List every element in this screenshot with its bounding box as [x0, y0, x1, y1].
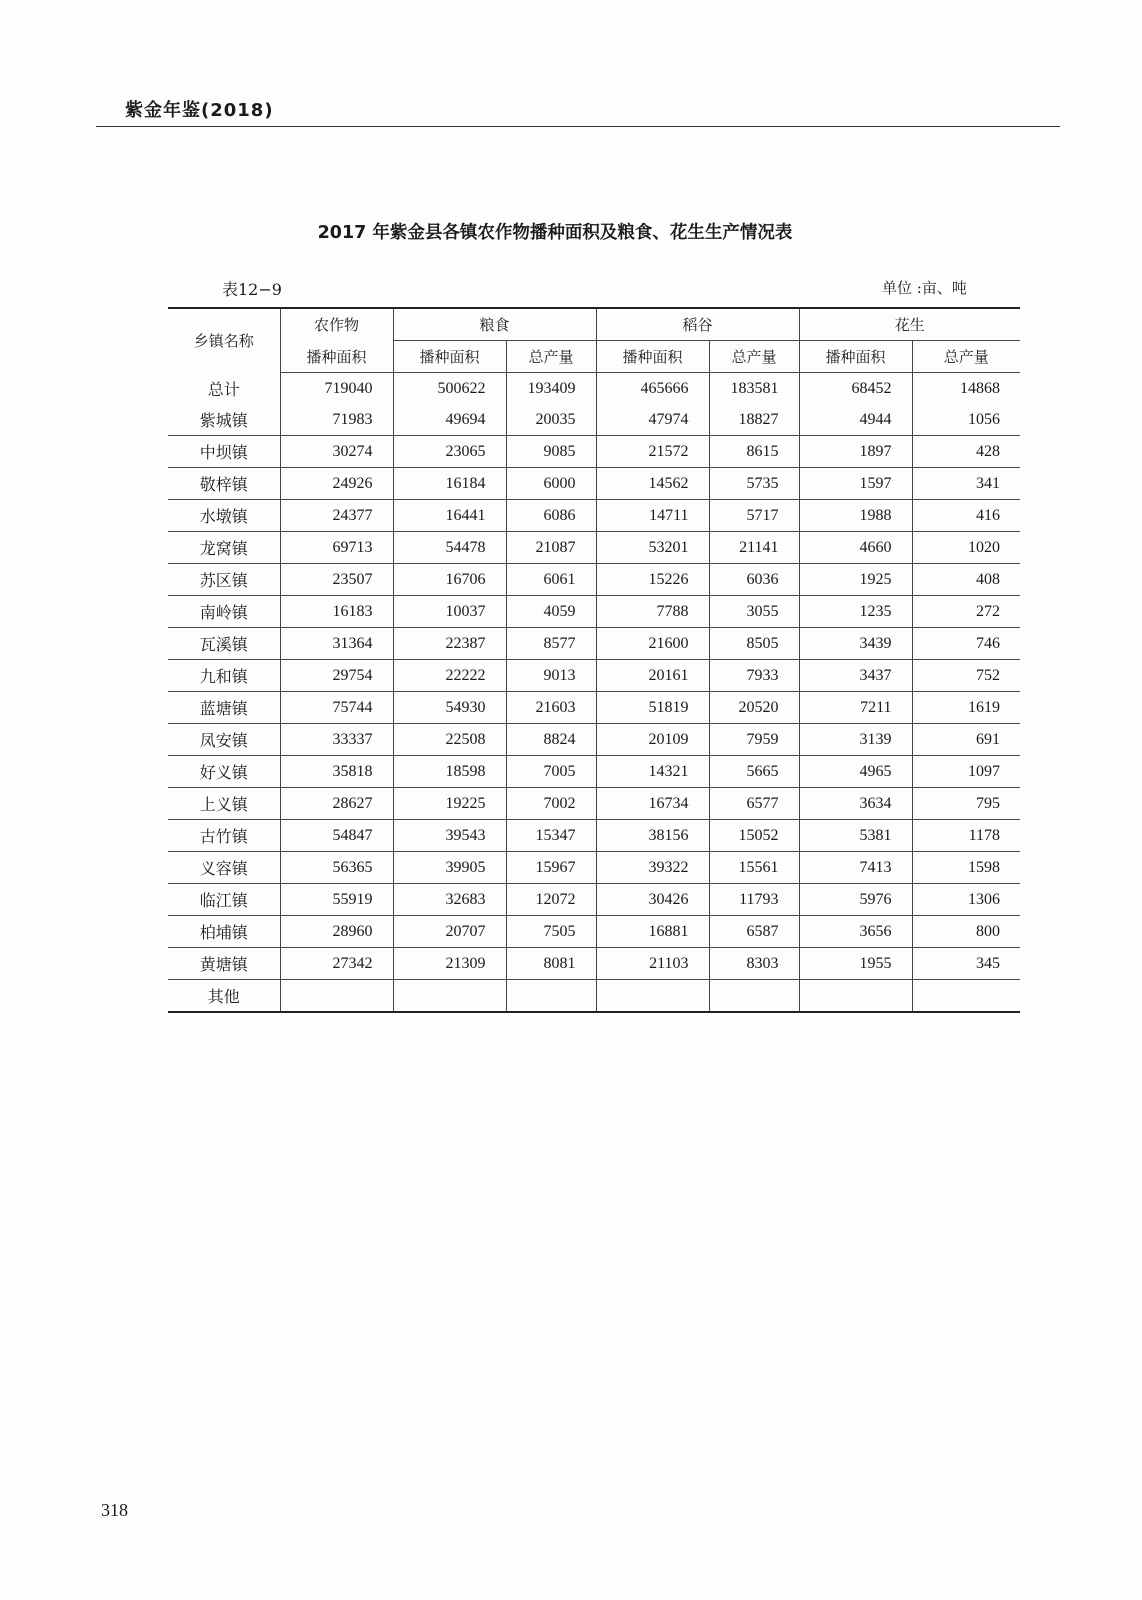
- table-row: [168, 500, 1020, 532]
- grain-output-cell: 7505: [506, 916, 596, 948]
- peanut-output-cell: 1306: [912, 884, 1020, 916]
- peanut-output-cell: 428: [912, 436, 1020, 468]
- crops-area-cell: 75744: [280, 692, 393, 724]
- town-name-cell: 蓝塘镇: [168, 692, 280, 724]
- grain-output-cell: 8577: [506, 628, 596, 660]
- peanut-area-cell: 3439: [799, 628, 912, 660]
- header-peanut-area: 播种面积: [799, 341, 912, 373]
- header-crops: 农作物: [280, 308, 393, 341]
- crops-area-cell: 35818: [280, 756, 393, 788]
- peanut-area-cell: 3634: [799, 788, 912, 820]
- town-name-cell: 好义镇: [168, 756, 280, 788]
- table-row: [168, 373, 1020, 405]
- table-row: [168, 948, 1020, 980]
- crops-area-cell: 28627: [280, 788, 393, 820]
- rice-area-cell: 16881: [596, 916, 709, 948]
- crops-area-cell: 33337: [280, 724, 393, 756]
- header-grain-area: 播种面积: [393, 341, 506, 373]
- grain-area-cell: [393, 980, 506, 1013]
- grain-area-cell: 500622: [393, 373, 506, 405]
- table-row: [168, 980, 1020, 1013]
- grain-output-cell: 8081: [506, 948, 596, 980]
- peanut-area-cell: 1897: [799, 436, 912, 468]
- rice-output-cell: 15052: [709, 820, 799, 852]
- rice-area-cell: 51819: [596, 692, 709, 724]
- rice-output-cell: 5735: [709, 468, 799, 500]
- table-row: [168, 564, 1020, 596]
- rice-area-cell: 7788: [596, 596, 709, 628]
- town-name-cell: 九和镇: [168, 660, 280, 692]
- crops-area-cell: 24377: [280, 500, 393, 532]
- table-row: [168, 884, 1020, 916]
- rice-output-cell: 6036: [709, 564, 799, 596]
- grain-area-cell: 22387: [393, 628, 506, 660]
- grain-area-cell: 39543: [393, 820, 506, 852]
- town-name-cell: 中坝镇: [168, 436, 280, 468]
- header-rice: 稻谷: [596, 308, 799, 341]
- peanut-area-cell: 3139: [799, 724, 912, 756]
- grain-output-cell: 9013: [506, 660, 596, 692]
- table-row: [168, 756, 1020, 788]
- grain-output-cell: 7002: [506, 788, 596, 820]
- peanut-output-cell: 795: [912, 788, 1020, 820]
- table-row: [168, 692, 1020, 724]
- peanut-output-cell: 416: [912, 500, 1020, 532]
- header-rice-area: 播种面积: [596, 341, 709, 373]
- peanut-area-cell: 3656: [799, 916, 912, 948]
- rice-output-cell: 8615: [709, 436, 799, 468]
- grain-area-cell: 22222: [393, 660, 506, 692]
- table-body: [168, 373, 1020, 1013]
- rice-output-cell: 7933: [709, 660, 799, 692]
- table-number: 表12−9: [222, 280, 282, 299]
- peanut-area-cell: 4660: [799, 532, 912, 564]
- town-name-cell: 瓦溪镇: [168, 628, 280, 660]
- table-row: [168, 660, 1020, 692]
- rice-area-cell: [596, 980, 709, 1013]
- crop-production-table: [168, 307, 1020, 1013]
- header-grain-output: 总产量: [506, 341, 596, 373]
- grain-output-cell: 12072: [506, 884, 596, 916]
- peanut-output-cell: 1056: [912, 404, 1020, 436]
- rice-output-cell: 21141: [709, 532, 799, 564]
- table-row: [168, 628, 1020, 660]
- grain-area-cell: 21309: [393, 948, 506, 980]
- header-peanut: 花生: [799, 308, 1020, 341]
- peanut-area-cell: 1925: [799, 564, 912, 596]
- grain-area-cell: 16441: [393, 500, 506, 532]
- town-name-cell: 古竹镇: [168, 820, 280, 852]
- page-number: 318: [101, 1500, 128, 1520]
- header-rule: [96, 126, 1060, 127]
- grain-area-cell: 32683: [393, 884, 506, 916]
- rice-output-cell: 8303: [709, 948, 799, 980]
- peanut-area-cell: 7211: [799, 692, 912, 724]
- crops-area-cell: 29754: [280, 660, 393, 692]
- rice-area-cell: 14711: [596, 500, 709, 532]
- table-row: [168, 436, 1020, 468]
- header-grain: 粮食: [393, 308, 596, 341]
- grain-area-cell: 49694: [393, 404, 506, 436]
- running-head: 紫金年鉴(2018): [125, 100, 274, 121]
- peanut-area-cell: 7413: [799, 852, 912, 884]
- rice-area-cell: 39322: [596, 852, 709, 884]
- header-crops-area: 播种面积: [280, 341, 393, 373]
- rice-area-cell: 47974: [596, 404, 709, 436]
- grain-area-cell: 16706: [393, 564, 506, 596]
- rice-output-cell: 8505: [709, 628, 799, 660]
- rice-output-cell: 11793: [709, 884, 799, 916]
- rice-area-cell: 30426: [596, 884, 709, 916]
- peanut-output-cell: 341: [912, 468, 1020, 500]
- town-name-cell: 义容镇: [168, 852, 280, 884]
- crops-area-cell: 27342: [280, 948, 393, 980]
- crops-area-cell: 16183: [280, 596, 393, 628]
- rice-output-cell: 7959: [709, 724, 799, 756]
- grain-area-cell: 10037: [393, 596, 506, 628]
- crops-area-cell: 69713: [280, 532, 393, 564]
- table-title: 2017 年紫金县各镇农作物播种面积及粮食、花生生产情况表: [317, 223, 793, 243]
- header-rice-output: 总产量: [709, 341, 799, 373]
- rice-area-cell: 465666: [596, 373, 709, 405]
- grain-output-cell: 6086: [506, 500, 596, 532]
- table-row: [168, 532, 1020, 564]
- peanut-area-cell: 1235: [799, 596, 912, 628]
- crops-area-cell: 24926: [280, 468, 393, 500]
- grain-output-cell: 9085: [506, 436, 596, 468]
- peanut-output-cell: [912, 980, 1020, 1013]
- grain-output-cell: 4059: [506, 596, 596, 628]
- table-row: [168, 724, 1020, 756]
- grain-area-cell: 18598: [393, 756, 506, 788]
- rice-output-cell: [709, 980, 799, 1013]
- rice-output-cell: 6577: [709, 788, 799, 820]
- peanut-area-cell: 1597: [799, 468, 912, 500]
- grain-area-cell: 19225: [393, 788, 506, 820]
- peanut-area-cell: 1955: [799, 948, 912, 980]
- peanut-area-cell: [799, 980, 912, 1013]
- peanut-output-cell: 1178: [912, 820, 1020, 852]
- rice-output-cell: 183581: [709, 373, 799, 405]
- town-name-cell: 凤安镇: [168, 724, 280, 756]
- rice-area-cell: 20161: [596, 660, 709, 692]
- town-name-cell: 柏埔镇: [168, 916, 280, 948]
- grain-output-cell: 6061: [506, 564, 596, 596]
- header-peanut-output: 总产量: [912, 341, 1020, 373]
- rice-output-cell: 15561: [709, 852, 799, 884]
- rice-output-cell: 6587: [709, 916, 799, 948]
- peanut-area-cell: 5381: [799, 820, 912, 852]
- town-name-cell: 紫城镇: [168, 404, 280, 436]
- table-row: [168, 596, 1020, 628]
- rice-output-cell: 18827: [709, 404, 799, 436]
- peanut-area-cell: 1988: [799, 500, 912, 532]
- grain-output-cell: 7005: [506, 756, 596, 788]
- grain-output-cell: 15967: [506, 852, 596, 884]
- peanut-area-cell: 5976: [799, 884, 912, 916]
- peanut-output-cell: 1598: [912, 852, 1020, 884]
- crops-area-cell: 30274: [280, 436, 393, 468]
- peanut-area-cell: 3437: [799, 660, 912, 692]
- peanut-output-cell: 14868: [912, 373, 1020, 405]
- peanut-output-cell: 408: [912, 564, 1020, 596]
- header-town: 乡镇名称: [168, 308, 280, 373]
- grain-area-cell: 22508: [393, 724, 506, 756]
- grain-output-cell: 20035: [506, 404, 596, 436]
- town-name-cell: 水墩镇: [168, 500, 280, 532]
- crops-area-cell: 28960: [280, 916, 393, 948]
- grain-output-cell: 193409: [506, 373, 596, 405]
- peanut-output-cell: 800: [912, 916, 1020, 948]
- crops-area-cell: [280, 980, 393, 1013]
- table-row: [168, 468, 1020, 500]
- peanut-output-cell: 1097: [912, 756, 1020, 788]
- town-name-cell: 临江镇: [168, 884, 280, 916]
- grain-output-cell: 8824: [506, 724, 596, 756]
- grain-output-cell: 6000: [506, 468, 596, 500]
- rice-area-cell: 21600: [596, 628, 709, 660]
- peanut-output-cell: 752: [912, 660, 1020, 692]
- peanut-output-cell: 272: [912, 596, 1020, 628]
- grain-area-cell: 23065: [393, 436, 506, 468]
- table-row: [168, 820, 1020, 852]
- peanut-area-cell: 4965: [799, 756, 912, 788]
- rice-area-cell: 38156: [596, 820, 709, 852]
- unit-label: 单位 :亩、吨: [882, 279, 967, 297]
- peanut-output-cell: 746: [912, 628, 1020, 660]
- rice-area-cell: 21572: [596, 436, 709, 468]
- crops-area-cell: 23507: [280, 564, 393, 596]
- rice-area-cell: 14321: [596, 756, 709, 788]
- town-name-cell: 其他: [168, 980, 280, 1013]
- grain-output-cell: 21603: [506, 692, 596, 724]
- peanut-output-cell: 691: [912, 724, 1020, 756]
- town-name-cell: 上义镇: [168, 788, 280, 820]
- rice-output-cell: 5717: [709, 500, 799, 532]
- rice-area-cell: 15226: [596, 564, 709, 596]
- crops-area-cell: 54847: [280, 820, 393, 852]
- peanut-output-cell: 345: [912, 948, 1020, 980]
- peanut-area-cell: 68452: [799, 373, 912, 405]
- town-name-cell: 敬梓镇: [168, 468, 280, 500]
- town-name-cell: 苏区镇: [168, 564, 280, 596]
- crops-area-cell: 71983: [280, 404, 393, 436]
- town-name-cell: 南岭镇: [168, 596, 280, 628]
- grain-area-cell: 39905: [393, 852, 506, 884]
- rice-output-cell: 3055: [709, 596, 799, 628]
- rice-area-cell: 14562: [596, 468, 709, 500]
- table-row: [168, 788, 1020, 820]
- rice-output-cell: 20520: [709, 692, 799, 724]
- grain-area-cell: 20707: [393, 916, 506, 948]
- table-row: [168, 916, 1020, 948]
- crops-area-cell: 55919: [280, 884, 393, 916]
- rice-area-cell: 20109: [596, 724, 709, 756]
- crops-area-cell: 56365: [280, 852, 393, 884]
- grain-output-cell: [506, 980, 596, 1013]
- grain-area-cell: 16184: [393, 468, 506, 500]
- rice-area-cell: 16734: [596, 788, 709, 820]
- crops-area-cell: 719040: [280, 373, 393, 405]
- crops-area-cell: 31364: [280, 628, 393, 660]
- town-name-cell: 黄塘镇: [168, 948, 280, 980]
- peanut-output-cell: 1619: [912, 692, 1020, 724]
- grain-area-cell: 54930: [393, 692, 506, 724]
- table-row: [168, 852, 1020, 884]
- rice-area-cell: 53201: [596, 532, 709, 564]
- town-name-cell: 龙窝镇: [168, 532, 280, 564]
- table-row: [168, 404, 1020, 436]
- town-name-cell: 总计: [207, 381, 240, 399]
- peanut-output-cell: 1020: [912, 532, 1020, 564]
- grain-output-cell: 15347: [506, 820, 596, 852]
- rice-output-cell: 5665: [709, 756, 799, 788]
- grain-output-cell: 21087: [506, 532, 596, 564]
- rice-area-cell: 21103: [596, 948, 709, 980]
- peanut-area-cell: 4944: [799, 404, 912, 436]
- grain-area-cell: 54478: [393, 532, 506, 564]
